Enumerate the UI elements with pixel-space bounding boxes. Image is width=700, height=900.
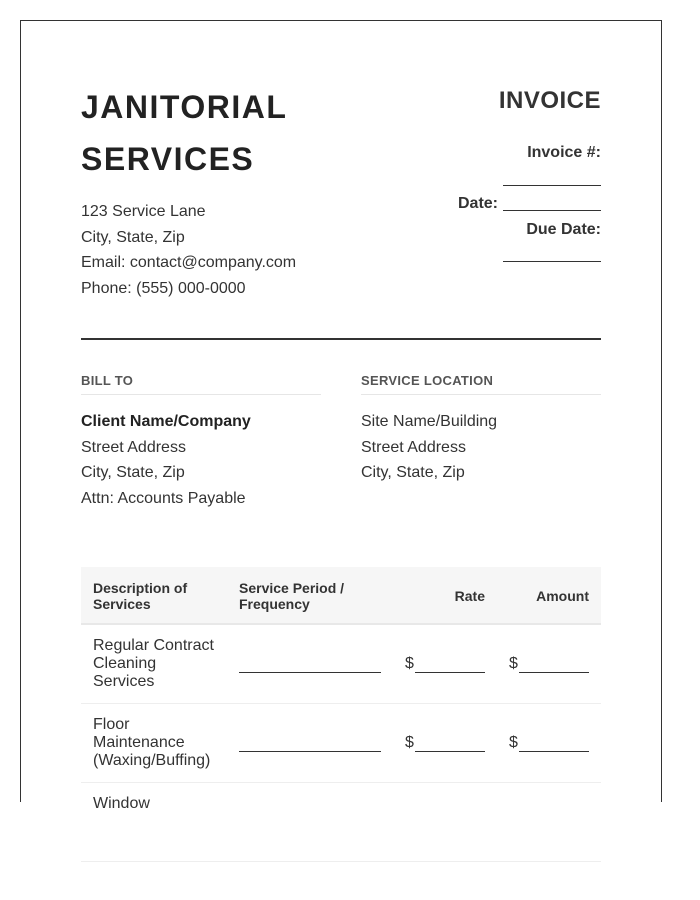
service-location-site: Site Name/Building <box>361 413 498 430</box>
company-name <box>81 81 381 185</box>
invoice-page <box>20 20 662 812</box>
due-date-label: Due Date: <box>526 221 601 238</box>
rate-currency: $ <box>405 734 414 751</box>
table-row <box>81 704 601 783</box>
table-row <box>81 625 601 704</box>
company-street: 123 Service Lane <box>81 203 206 220</box>
invoice-date-label: Date: <box>457 195 498 212</box>
table-row <box>81 783 601 862</box>
due-date-field[interactable] <box>503 261 601 262</box>
bill-to-block <box>81 409 251 511</box>
amount-currency: $ <box>509 734 518 751</box>
header-description: Description of Services <box>93 580 188 612</box>
amount-field[interactable] <box>519 751 589 752</box>
invoice-number-label: Invoice #: <box>527 144 601 161</box>
bill-to-heading: BILL TO <box>81 373 321 395</box>
service-period-field[interactable] <box>239 672 381 673</box>
company-name-line-1: JANITORIAL <box>81 89 288 125</box>
table-header <box>81 567 601 625</box>
company-name-line-2: SERVICES <box>81 141 255 177</box>
service-location-city: City, State, Zip <box>361 464 465 481</box>
company-phone: Phone: (555) 000-0000 <box>81 280 246 298</box>
row-description: Floor Maintenance (Waxing/Buffing) <box>93 716 211 769</box>
invoice-number-field[interactable] <box>503 185 601 186</box>
row-description: Regular Contract Cleaning Services <box>93 637 214 690</box>
company-city: City, State, Zip <box>81 228 185 246</box>
services-table <box>81 567 601 862</box>
invoice-date-field[interactable] <box>503 210 601 211</box>
amount-currency: $ <box>509 655 518 672</box>
service-location-heading: SERVICE LOCATION <box>361 373 601 395</box>
rate-field[interactable] <box>415 751 485 752</box>
header-rate: Rate <box>454 588 485 604</box>
rate-currency: $ <box>405 655 414 672</box>
service-location-block <box>361 409 497 486</box>
bill-to-street: Street Address <box>81 438 186 456</box>
header-service-period: Service Period / Frequency <box>239 580 345 612</box>
service-location-street: Street Address <box>361 438 466 456</box>
bill-to-client: Client Name/Company <box>81 413 251 430</box>
row-description: Window <box>93 795 150 812</box>
invoice-title: INVOICE <box>498 87 601 114</box>
header-amount: Amount <box>536 588 589 604</box>
bill-to-attn: Attn: Accounts Payable <box>81 489 246 507</box>
company-address-block <box>81 199 296 302</box>
company-email: Email: contact@company.com <box>81 254 297 272</box>
header-divider <box>81 338 601 340</box>
service-period-field[interactable] <box>239 751 381 752</box>
rate-field[interactable] <box>415 672 485 673</box>
bill-to-city: City, State, Zip <box>81 464 185 481</box>
amount-field[interactable] <box>519 672 589 673</box>
